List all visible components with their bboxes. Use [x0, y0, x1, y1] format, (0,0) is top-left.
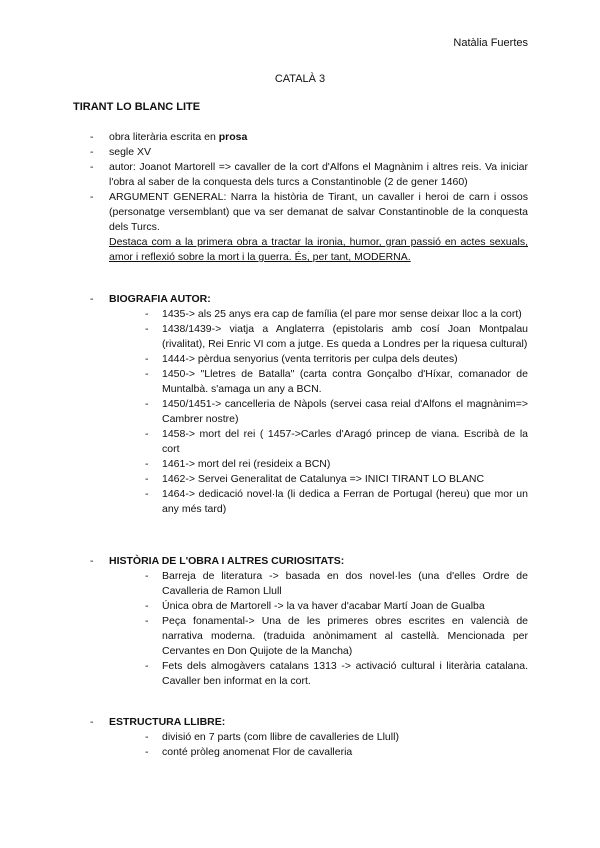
estructura-heading-item — [92, 715, 528, 760]
list-item: - Fets dels almogàvers catalans 1313 -> activació cultural i literària catalana. Cavaller ben informat en la cort. — [145, 659, 528, 689]
historia-section — [92, 554, 528, 689]
list-item: - Única obra de Martorell -> la va haver d'acabar Martí Joan de Gualba — [145, 599, 528, 614]
course-title: CATALÀ 3 — [274, 73, 326, 85]
list-item: - 1462-> Servei Generalitat de Catalunya => INICI TIRANT LO BLANC — [145, 472, 528, 487]
list-item: - 1450/1451-> cancelleria de Nàpols (servei casa reial d'Alfons el magnànim=> Cambrer nostre) — [145, 397, 528, 427]
estructura-section — [92, 715, 528, 760]
segle-text: segle XV — [109, 146, 152, 158]
list-item: - divisió en 7 parts (com llibre de cavalleries de Llull) — [145, 730, 528, 745]
document-title: TIRANT LO BLANC LITE — [73, 101, 201, 113]
biografia-heading: BIOGRAFIA AUTOR: — [109, 293, 211, 305]
intro-obra — [92, 130, 528, 145]
list-item: - 1450-> "Lletres de Batalla" (carta contra Gonçalbo d'Híxar, comanador de Muntalbà. s'amaga un any a BCN. — [145, 367, 528, 397]
list-item: - 1438/1439-> viatja a Anglaterra (epistolaris amb cosí Joan Montpalau (rivalitat), Rei Enric VI com a jutge. Es queda a Londres per la riquesa cultural) — [145, 322, 528, 352]
list-item: - Barreja de literatura -> basada en dos novel·les (una d'elles Ordre de Cavalleria de Ramon Llull — [145, 569, 528, 599]
obra-text: obra literària escrita en — [109, 131, 219, 143]
list-item: - conté pròleg anomenat Flor de cavalleria — [145, 745, 528, 760]
intro-section — [92, 130, 528, 265]
obra-bold: prosa — [218, 131, 248, 143]
argument-text: Narra la història de Tirant, un cavaller i heroi de carn i ossos (personatge versemblant) que va ser demanat de salvar Constantinoble de la conquesta dels Turcs. — [109, 191, 528, 233]
argument-underline: Destaca com a la primera obra a tractar la ironia, humor, gran passió en actes sexuals, amor i reflexió sobre la mort i la guerra. És, per tant, MODERNA. — [109, 236, 528, 263]
list-item: - 1444-> pèrdua senyorius (venta territoris per culpa dels deutes) — [145, 352, 528, 367]
intro-segle — [92, 145, 528, 160]
author-name: Natàlia Fuertes — [453, 37, 528, 49]
argument-label: ARGUMENT GENERAL: — [109, 191, 227, 203]
intro-argument — [92, 190, 528, 265]
biografia-section — [92, 292, 528, 517]
historia-heading-item — [92, 554, 528, 689]
list-item: - 1458-> mort del rei ( 1457->Carles d'Aragó princep de viana. Escribà de la cort — [145, 427, 528, 457]
historia-heading: HISTÒRIA DE L'OBRA I ALTRES CURIOSITATS: — [109, 555, 345, 567]
biografia-heading-item — [92, 292, 528, 517]
list-item: - 1435-> als 25 anys era cap de família (el pare mor sense deixar lloc a la cort) — [145, 307, 528, 322]
list-item: - 1461-> mort del rei (resideix a BCN) — [145, 457, 528, 472]
list-item: - 1464-> dedicació novel·la (li dedica a Ferran de Portugal (hereu) que mor un any més tard) — [145, 487, 528, 517]
autor-text: autor: Joanot Martorell => cavaller de la cort d'Alfons el Magnànim i altres reis. Va iniciar l'obra al saber de la conquesta dels turcs a Constantinoble (2 de gener 1460) — [109, 161, 528, 188]
estructura-heading: ESTRUCTURA LLIBRE: — [109, 716, 226, 728]
intro-autor — [92, 160, 528, 190]
list-item: - Peça fonamental-> Una de les primeres obres escrites en valencià de narrativa moderna. (traduida anònimament al castellà. Mencionada per Cervantes en Don Quijote de la Mancha) — [145, 614, 528, 659]
